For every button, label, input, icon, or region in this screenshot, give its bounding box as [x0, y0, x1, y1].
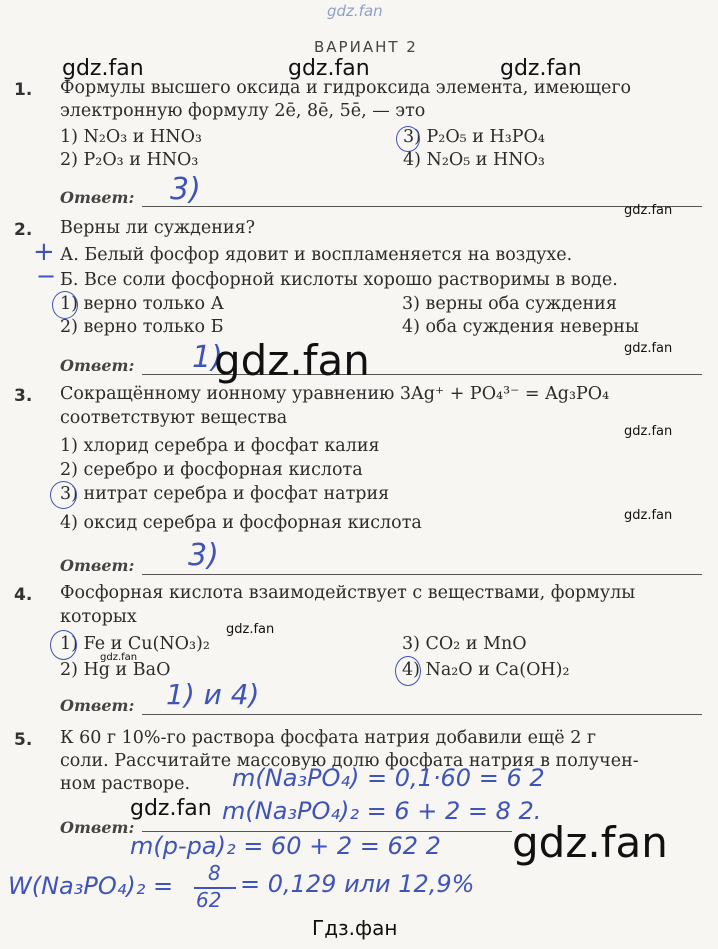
q4-handwritten-answer: 1) и 4)	[166, 678, 260, 711]
q3-choice-circle	[50, 481, 77, 509]
q3-option-2: 2) серебро и фосфорная кислота	[60, 460, 363, 480]
q4-choice-circle-1	[50, 630, 77, 660]
q4-option-3: 3) CO₂ и MnO	[402, 634, 527, 654]
q5-handwritten-fraction-numerator: 8	[208, 861, 221, 885]
q3-text-line2: соответствуют вещества	[60, 408, 288, 428]
watermark-2: gdz.fan	[288, 56, 370, 81]
watermark-7: gdz.fan	[624, 424, 673, 439]
q2-statement-b: Б. Все соли фосфорной кислоты хорошо растворимы в воде.	[60, 270, 618, 290]
q1-option-3: 3) P₂O₅ и H₃PO₄	[403, 127, 545, 147]
q2-text-line1: Верны ли суждения?	[60, 218, 255, 238]
q5-handwritten-fraction-denominator: 62	[196, 888, 222, 912]
q5-handwritten-line3: m(р-ра)₂ = 60 + 2 = 62 2	[130, 832, 441, 860]
q3-answer-label: Ответ:	[60, 556, 135, 575]
q5-text-line2: соли. Рассчитайте массовую долю фосфата натрия в получен-	[60, 751, 639, 771]
q5-answer-label: Ответ:	[60, 818, 135, 837]
q4-option-4: 4) Na₂O и Ca(OH)₂	[402, 660, 570, 680]
q4-option-1: 1) Fe и Cu(NO₃)₂	[60, 634, 210, 654]
q2-mark-a: +	[33, 237, 55, 267]
q3-option-4: 4) оксид серебра и фосфорная кислота	[60, 513, 422, 533]
q2-answer-label: Ответ:	[60, 356, 135, 375]
q4-number: 4.	[14, 585, 33, 605]
watermark-9: gdz.fan	[226, 622, 275, 637]
variant-heading: ВАРИАНТ 2	[314, 38, 418, 56]
q1-option-2: 2) P₂O₃ и HNO₃	[60, 150, 199, 170]
watermark-10: gdz.fan	[100, 652, 138, 663]
watermark-6: gdz.fan	[624, 341, 673, 356]
q2-option-4: 4) оба суждения неверны	[402, 317, 639, 337]
q1-handwritten-answer: 3)	[170, 172, 201, 207]
q1-number: 1.	[14, 80, 33, 100]
q4-choice-circle-4	[395, 656, 421, 686]
q3-number: 3.	[14, 386, 33, 406]
watermark-3: gdz.fan	[500, 56, 582, 81]
q3-option-3: 3) нитрат серебра и фосфат натрия	[60, 484, 390, 504]
q5-handwritten-line1: m(Na₃PO₄) = 0,1·60 = 6 2	[232, 764, 545, 792]
q5-text-line3: ном растворе.	[60, 774, 191, 794]
watermark-11: gdz.fan	[130, 796, 212, 821]
q2-choice-circle	[52, 291, 78, 319]
q1-text-line1: Формулы высшего оксида и гидроксида элемента, имеющего	[60, 78, 632, 98]
footer-watermark: Гдз.фан	[312, 916, 398, 940]
q3-text-line1: Сокращённому ионному уравнению 3Ag⁺ + PO₄³⁻ = Ag₃PO₄	[60, 384, 610, 404]
q1-option-4: 4) N₂O₅ и HNO₃	[403, 150, 545, 170]
q2-mark-b: −	[36, 262, 57, 290]
watermark-8: gdz.fan	[624, 508, 673, 523]
q3-answer-line	[142, 574, 702, 575]
q4-answer-line	[142, 714, 702, 715]
q4-text-line1: Фосфорная кислота взаимодействует с веществами, формулы	[60, 583, 636, 603]
q2-handwritten-answer: 1)	[192, 340, 223, 375]
q1-option-1: 1) N₂O₃ и HNO₃	[60, 127, 202, 147]
q2-statement-a: А. Белый фосфор ядовит и воспламеняется на воздухе.	[60, 245, 573, 265]
watermark-1: gdz.fan	[62, 56, 144, 81]
q4-text-line2: которых	[60, 607, 137, 627]
q3-handwritten-answer: 3)	[188, 538, 219, 573]
q1-choice-circle	[396, 126, 420, 152]
q5-handwritten-line4-left: W(Na₃PO₄)₂ =	[8, 872, 174, 900]
q5-handwritten-line2: m(Na₃PO₄)₂ = 6 + 2 = 8 2.	[222, 797, 542, 825]
q4-answer-label: Ответ:	[60, 696, 135, 715]
watermark-4: gdz.fan	[624, 203, 673, 218]
q1-answer-label: Ответ:	[60, 188, 135, 207]
q4-option-2: 2) Hg и BaO	[60, 660, 171, 680]
q5-number: 5.	[14, 730, 33, 750]
q3-option-1: 1) хлорид серебра и фосфат калия	[60, 436, 380, 456]
q2-option-2: 2) верно только Б	[60, 317, 224, 337]
q2-number: 2.	[14, 220, 33, 240]
q1-text-line2: электронную формулу 2ē, 8ē, 5ē, — это	[60, 101, 426, 121]
q2-option-1: 1) верно только А	[60, 294, 224, 314]
q5-text-line1: К 60 г 10%-го раствора фосфата натрия добавили ещё 2 г	[60, 728, 597, 748]
watermark-big: gdz.fan	[512, 818, 668, 867]
q5-handwritten-line4-right: = 0,129 или 12,9%	[240, 870, 475, 898]
q1-answer-line	[142, 206, 702, 207]
watermark-top: gdz.fan	[327, 2, 383, 20]
q2-option-3: 3) верны оба суждения	[402, 294, 617, 314]
watermark-5: gdz.fan	[214, 336, 370, 385]
